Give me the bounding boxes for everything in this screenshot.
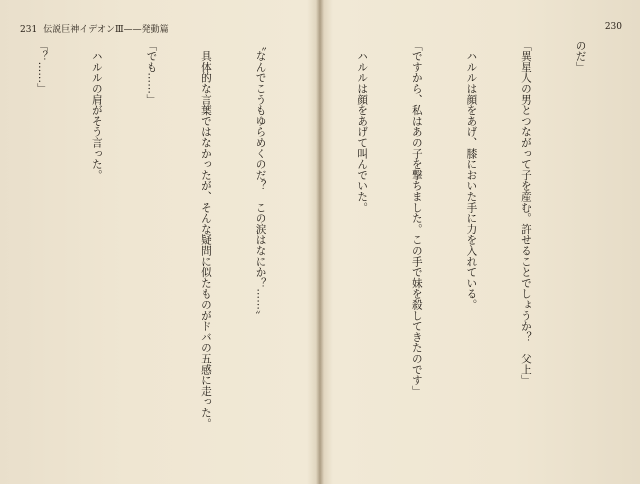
text-line: 「でも……」 xyxy=(145,40,158,105)
right-body-text xyxy=(330,40,626,472)
text-line: 「？……」 xyxy=(36,40,49,94)
text-line: 具体的な言葉ではなかったが、そんな疑問に似たものがドバの五感に走った。 xyxy=(199,40,212,429)
text-line: 「ですから、私はあの子を撃ちました。この手で妹を殺してきたのです」 xyxy=(410,40,423,397)
page-number-left: 231 xyxy=(20,25,38,35)
left-page xyxy=(0,0,318,484)
text-line: 〝なんでこうもゆらめくのだ？ この涙はなにか？……〟 xyxy=(254,40,267,321)
page-number-right: 230 xyxy=(604,22,622,32)
right-page xyxy=(322,0,640,484)
text-line: 「異星人の男とつながって子を産む。許せることでしょうか？ 父上」 xyxy=(519,40,532,386)
text-line: ハルルは顔をあげて叫んでいた。 xyxy=(356,40,369,213)
text-line: ハルルは顔をあげ、膝においた手に力を入れている。 xyxy=(465,40,478,310)
text-line: のだ」 xyxy=(574,40,587,73)
left-body-text xyxy=(18,40,306,472)
running-head-title: 伝説巨神イデオンⅢ——発動篇 xyxy=(43,25,169,35)
text-line: ハルルの肩がそう言った。 xyxy=(90,40,103,181)
running-head xyxy=(20,22,169,35)
